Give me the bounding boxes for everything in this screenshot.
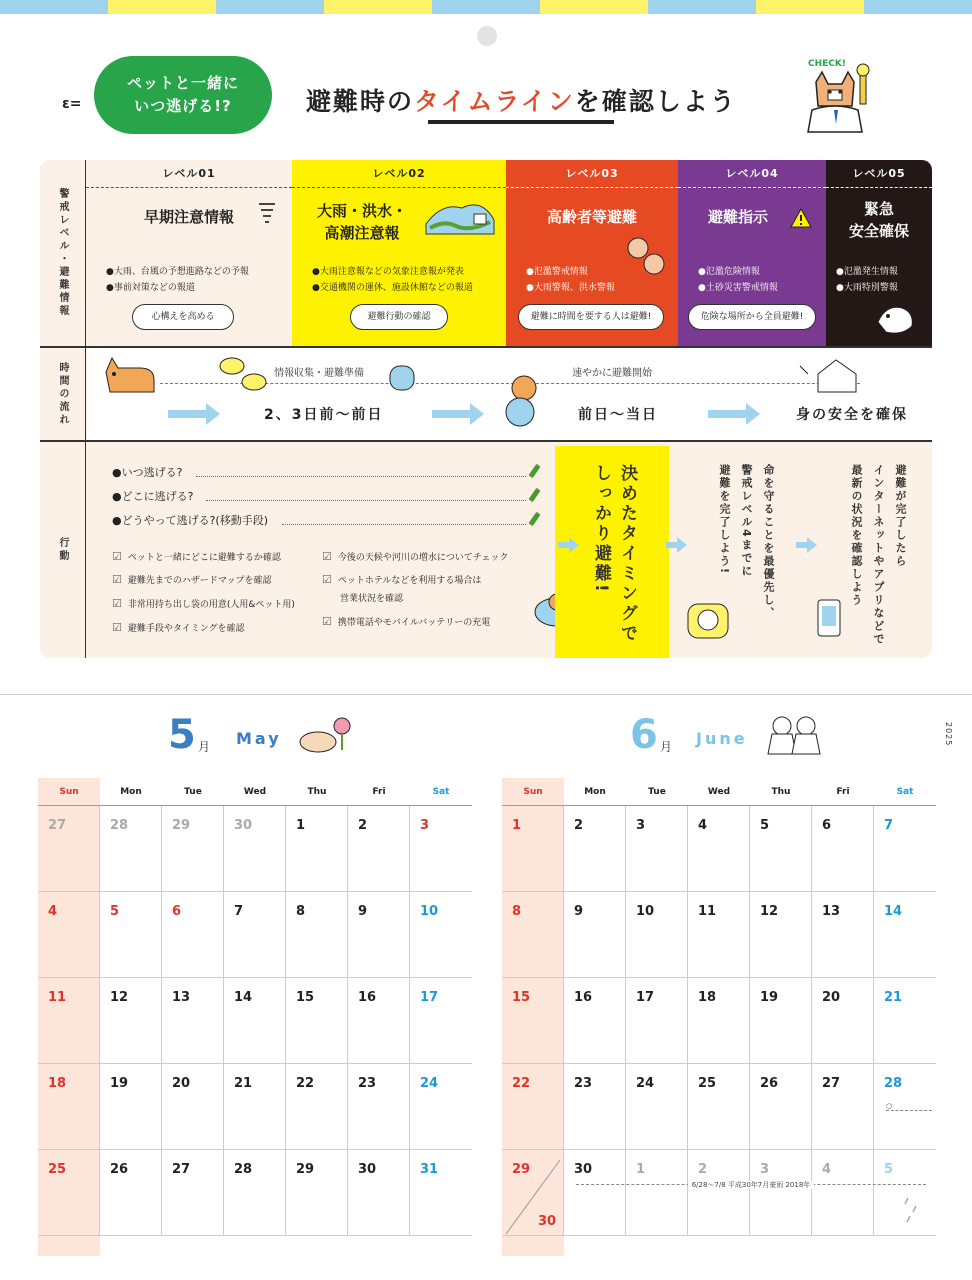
day-cell[interactable] — [812, 1064, 874, 1150]
smartphone-icon — [810, 596, 846, 640]
day-number: 15 — [512, 990, 531, 1005]
day-number: 3 — [420, 818, 430, 833]
title-pre: 避難時の — [306, 87, 415, 116]
timeline-arrow — [708, 410, 748, 418]
level-05-head: レベル05 — [852, 167, 906, 180]
june-kanji: 月 — [660, 740, 673, 754]
day-number: 27 — [172, 1162, 191, 1177]
weekday-sat: Sat — [432, 787, 450, 797]
badge-line-2: いつ逃げる!? — [134, 97, 232, 115]
day-cell[interactable] — [410, 806, 472, 892]
speech-bubbles-icon — [218, 356, 268, 392]
pencil-icon — [528, 488, 540, 502]
day-number: 19 — [110, 1076, 129, 1091]
day-cell[interactable] — [162, 892, 224, 978]
day-cell[interactable] — [224, 1064, 286, 1150]
dog-flower-icon — [296, 712, 356, 756]
teru-teru-bozu-icon — [764, 712, 824, 760]
day-cell[interactable] — [688, 892, 750, 978]
level-02-name — [292, 200, 432, 244]
level-02-column — [292, 160, 506, 346]
timeline-label-a: 情報収集・避難準備 — [274, 368, 364, 379]
day-cell[interactable] — [286, 892, 348, 978]
day-cell[interactable] — [38, 1150, 100, 1236]
day-number: 28 — [234, 1162, 253, 1177]
dog-with-float-icon — [496, 368, 552, 430]
day-cell[interactable] — [162, 1150, 224, 1236]
level-05-bullet: ●大雨特別警報 — [836, 283, 898, 293]
timeline-step-a: 2、3日前〜前日 — [264, 407, 384, 423]
day-number: 10 — [420, 904, 439, 919]
day-number: 2 — [574, 818, 584, 833]
day-cell[interactable] — [502, 892, 564, 978]
level-01-bullet: ●大雨、台風の予想進路などの予報 — [106, 267, 249, 277]
badge-line-1: ペットと一緒に — [126, 74, 239, 92]
day-cell[interactable] — [564, 806, 626, 892]
level-01-head: レベル01 — [162, 167, 216, 180]
day-cell[interactable] — [348, 978, 410, 1064]
page-title — [306, 82, 737, 118]
side-label-levels-text: 警戒レベル・避難情報 — [57, 188, 68, 318]
day-number: 30 — [358, 1162, 377, 1177]
day-cell[interactable] — [626, 978, 688, 1064]
write-line — [196, 476, 526, 477]
middle-text-line1: 命を守ることを最優先し、 — [762, 464, 775, 620]
day-number: 7 — [884, 818, 894, 833]
level-05-name-line1: 緊急 — [863, 200, 894, 218]
weekday-thu: Thu — [771, 787, 791, 797]
rain-event-note — [576, 1181, 926, 1189]
day-cell[interactable] — [100, 892, 162, 978]
day-cell[interactable] — [564, 1150, 626, 1236]
day-number: 22 — [512, 1076, 531, 1091]
day-cell[interactable] — [348, 892, 410, 978]
divider — [86, 187, 292, 188]
side-label-levels — [40, 160, 86, 346]
day-number: 25 — [48, 1162, 67, 1177]
elderly-icon — [624, 234, 668, 282]
flow-arrow — [796, 542, 808, 548]
day-cell[interactable] — [286, 1064, 348, 1150]
day-cell[interactable] — [224, 978, 286, 1064]
check-label: CHECK! — [808, 59, 846, 69]
day-cell[interactable] — [38, 806, 100, 892]
write-line — [206, 500, 526, 501]
day-number: 13 — [822, 904, 841, 919]
weekday-thu: Thu — [307, 787, 327, 797]
middle-text-line2: 警戒レベル4までに — [740, 464, 753, 578]
checklist-item: ☑ 携帯電話やモバイルバッテリーの充電 — [322, 615, 490, 630]
day-cell[interactable] — [874, 978, 936, 1064]
day-cell[interactable] — [564, 978, 626, 1064]
level-04-head: レベル04 — [725, 167, 779, 180]
day-number: 27 — [822, 1076, 841, 1091]
level-03-name: 高齢者等避難 — [546, 208, 637, 226]
day-number: 1 — [296, 818, 306, 833]
weekday-mon: Mon — [584, 787, 606, 797]
day-number: 26 — [760, 1076, 779, 1091]
day-number: 5 — [884, 1162, 894, 1177]
may-name: May — [236, 729, 282, 748]
day-cell[interactable] — [750, 1150, 812, 1236]
day-number: 16 — [574, 990, 593, 1005]
level-02-bullet: ●交通機関の運休、施設休館などの報道 — [312, 283, 473, 293]
day-number: 12 — [110, 990, 129, 1005]
header-badge — [94, 56, 272, 134]
side-label-flow — [40, 348, 86, 440]
weekday-tue: Tue — [184, 787, 202, 797]
day-cell[interactable] — [626, 1064, 688, 1150]
day-cell[interactable] — [286, 806, 348, 892]
day-number: 4 — [48, 904, 58, 919]
may-kanji: 月 — [198, 740, 211, 754]
day-number: 19 — [760, 990, 779, 1005]
day-cell[interactable] — [410, 1150, 472, 1236]
level-03-bullet: ●大雨警報、洪水警報 — [526, 283, 615, 293]
day-number: 7 — [234, 904, 244, 919]
day-number: 29 — [172, 818, 191, 833]
checklist-item: ☑ 避難手段やタイミングを確認 — [112, 621, 245, 636]
level-02-action-pill: 避難行動の確認 — [350, 304, 448, 330]
day-number: 1 — [636, 1162, 646, 1177]
day-number: 6 — [172, 904, 182, 919]
level-04-column — [678, 160, 826, 346]
day-number: 30 — [234, 818, 253, 833]
level-01-column — [86, 160, 292, 346]
checklist-item: ☑ ペットと一緒にどこに避難するか確認 — [112, 550, 281, 565]
weekday-header — [38, 778, 472, 806]
day-number: 1 — [512, 818, 522, 833]
level-02-name-line1: 大雨・洪水・ — [316, 202, 407, 220]
day-cell[interactable] — [626, 892, 688, 978]
title-underline — [428, 120, 614, 124]
day-cell[interactable] — [348, 1150, 410, 1236]
day-number: 21 — [234, 1076, 253, 1091]
weekday-sun: Sun — [523, 787, 543, 797]
day-number: 2 — [358, 818, 368, 833]
sound-mark-icon: ε= — [62, 96, 82, 112]
day-number: 22 — [296, 1076, 315, 1091]
divider — [678, 187, 826, 188]
weekday-sun: Sun — [59, 787, 79, 797]
weekday-wed: Wed — [243, 787, 267, 797]
day-number: 6 — [822, 818, 832, 833]
question-how: ●どうやって逃げる?(移動手段) — [112, 514, 269, 527]
bird-icon — [872, 298, 918, 338]
day-cell[interactable] — [38, 892, 100, 978]
row-divider — [40, 440, 932, 442]
rain-event-note-text: 6/28〜7/8 平成30年7月豪雨 2018年 — [688, 1181, 815, 1189]
divider — [506, 187, 678, 188]
day-cell[interactable] — [162, 978, 224, 1064]
day-number: 21 — [884, 990, 903, 1005]
day-cell[interactable] — [286, 978, 348, 1064]
day-cell[interactable] — [348, 806, 410, 892]
day-cell[interactable] — [688, 806, 750, 892]
day-cell[interactable] — [286, 1150, 348, 1236]
level-02-name-line2: 高潮注意報 — [324, 224, 400, 242]
level-03-column — [506, 160, 678, 346]
question-when: ●いつ逃げる? — [112, 466, 183, 479]
warning-icon — [790, 208, 812, 228]
level-04-action-pill: 危険な場所から全員避難! — [688, 304, 816, 330]
day-cell[interactable] — [224, 892, 286, 978]
day-cell[interactable] — [626, 1150, 688, 1236]
flood-icon — [422, 194, 498, 238]
level-04-name: 避難指示 — [707, 208, 768, 226]
day-number: 2 — [698, 1162, 708, 1177]
day-number: 4 — [698, 818, 708, 833]
day-cell[interactable] — [100, 1150, 162, 1236]
day-cell[interactable] — [162, 1064, 224, 1150]
day-cell[interactable] — [564, 892, 626, 978]
day-number: 23 — [574, 1076, 593, 1091]
day-cell[interactable] — [874, 806, 936, 892]
day-cell[interactable] — [812, 806, 874, 892]
flow-arrow — [558, 542, 570, 548]
raindrops-icon — [902, 1194, 926, 1230]
level-05-column — [826, 160, 932, 346]
weekday-header — [502, 778, 936, 806]
year-label: 2025 — [944, 722, 953, 747]
day-number: 17 — [420, 990, 439, 1005]
level-03-bullet: ●氾濫警戒情報 — [526, 267, 588, 277]
weekday-fri: Fri — [372, 787, 386, 797]
day-cell[interactable] — [688, 1064, 750, 1150]
middle-text-line3: 避難を完了しよう! — [718, 464, 731, 576]
timeline-step-b: 前日〜当日 — [578, 407, 658, 423]
day-number: 25 — [698, 1076, 717, 1091]
question-where: ●どこに逃げる? — [112, 490, 194, 503]
day-number: 5 — [110, 904, 120, 919]
side-label-flow-text: 時間の流れ — [57, 361, 68, 427]
day-cell[interactable] — [348, 1064, 410, 1150]
weekday-wed: Wed — [707, 787, 731, 797]
day-number: 23 — [358, 1076, 377, 1091]
level-05-name-line2: 安全確保 — [848, 222, 909, 240]
split-day-number: 30 — [538, 1214, 557, 1229]
day-cell[interactable] — [688, 978, 750, 1064]
day-cell[interactable] — [410, 978, 472, 1064]
day-number: 11 — [48, 990, 67, 1005]
level-05-name — [826, 198, 932, 242]
day-cell[interactable] — [812, 978, 874, 1064]
day-number: 13 — [172, 990, 191, 1005]
timeline-arrow — [432, 410, 472, 418]
day-cell[interactable] — [224, 1150, 286, 1236]
day-number: 28 — [884, 1076, 903, 1091]
day-number: 24 — [420, 1076, 439, 1091]
day-number: 27 — [48, 818, 67, 833]
day-cell[interactable] — [100, 1064, 162, 1150]
day-cell[interactable] — [750, 892, 812, 978]
pencil-icon — [528, 464, 540, 478]
day-cell[interactable] — [502, 806, 564, 892]
house-icon — [796, 356, 862, 396]
level-04-bullet: ●土砂災害警戒情報 — [698, 283, 778, 293]
right-text-line2: インターネットやアプリなどで — [872, 464, 885, 646]
title-post: を確認しよう — [574, 87, 737, 116]
day-number: 14 — [884, 904, 903, 919]
level-03-action-pill: 避難に時間を要する人は避難! — [518, 304, 664, 330]
day-cell[interactable] — [38, 1064, 100, 1150]
day-cell[interactable] — [410, 892, 472, 978]
day-number: 15 — [296, 990, 315, 1005]
wind-icon — [256, 200, 278, 228]
day-number: 16 — [358, 990, 377, 1005]
day-number: 18 — [48, 1076, 67, 1091]
write-line — [282, 524, 526, 525]
pencil-icon — [528, 512, 540, 526]
level-01-action-pill: 心構えを高める — [132, 304, 234, 330]
timeline-step-c: 身の安全を確保 — [796, 407, 908, 423]
day-number: 26 — [110, 1162, 129, 1177]
day-number: 12 — [760, 904, 779, 919]
weekday-mon: Mon — [120, 787, 142, 797]
day-cell[interactable] — [564, 1064, 626, 1150]
checklist-item: ☑ 今後の天候や河川の増水についてチェック — [322, 550, 508, 565]
day-number: 4 — [822, 1162, 832, 1177]
corgi-icon — [100, 352, 160, 396]
day-number: 8 — [512, 904, 522, 919]
highlight-text-line1: 決めたタイミングで — [617, 464, 637, 644]
hanging-hole — [477, 26, 497, 46]
bag-icon — [386, 360, 422, 394]
day-number: 10 — [636, 904, 655, 919]
day-number: 9 — [358, 904, 368, 919]
day-number: 5 — [760, 818, 770, 833]
day-number: 17 — [636, 990, 655, 1005]
day-cell[interactable] — [688, 1150, 750, 1236]
weekday-tue: Tue — [648, 787, 666, 797]
day-cell[interactable] — [38, 978, 100, 1064]
june-name: June — [696, 729, 748, 748]
level-01-name: 早期注意情報 — [143, 208, 234, 226]
weekday-fri: Fri — [836, 787, 850, 797]
june-number: 6 — [630, 712, 658, 758]
day-number: 18 — [698, 990, 717, 1005]
day-number: 20 — [822, 990, 841, 1005]
day-cell[interactable] — [224, 806, 286, 892]
level-03-head: レベル03 — [565, 167, 619, 180]
day-number: 3 — [636, 818, 646, 833]
day-cell[interactable] — [812, 892, 874, 978]
checklist-item: ☑ 避難先までのハザードマップを確認 — [112, 573, 272, 588]
divider — [292, 187, 506, 188]
timeline-arrow — [168, 410, 208, 418]
day-number: 8 — [296, 904, 306, 919]
day-cell[interactable] — [750, 978, 812, 1064]
level-04-bullet: ●氾濫危険情報 — [698, 267, 760, 277]
day-number: 31 — [420, 1162, 439, 1177]
level-01-bullet: ●事前対策などの報道 — [106, 283, 195, 293]
day-cell[interactable] — [750, 1064, 812, 1150]
right-text-line3: 最新の状況を確認しよう — [850, 464, 863, 607]
highlight-text-line2: しっかり避難! — [591, 464, 611, 595]
day-cell[interactable] — [502, 978, 564, 1064]
may-number: 5 — [168, 712, 196, 758]
day-cell[interactable] — [100, 806, 162, 892]
day-number: 14 — [234, 990, 253, 1005]
day-number: 30 — [574, 1162, 593, 1177]
day-cell[interactable] — [410, 1064, 472, 1150]
checklist-item: ☑ 非常用持ち出し袋の用意(人用&ペット用) — [112, 597, 295, 612]
dot-note: ○ — [886, 1102, 932, 1111]
day-cell[interactable] — [812, 1150, 874, 1236]
timeline-label-b: 速やかに避難開始 — [572, 368, 652, 379]
day-cell[interactable] — [162, 806, 224, 892]
level-02-bullet: ●大雨注意報などの気象注意報が発表 — [312, 267, 464, 277]
level-05-bullet: ●氾濫発生情報 — [836, 267, 898, 277]
right-text-line1: 避難が完了したら — [894, 464, 907, 568]
day-cell[interactable] — [626, 806, 688, 892]
day-number: 28 — [110, 818, 129, 833]
divider — [826, 187, 932, 188]
day-cell[interactable] — [750, 806, 812, 892]
flow-arrow — [666, 542, 678, 548]
day-number: 29 — [296, 1162, 315, 1177]
day-cell[interactable] — [502, 1064, 564, 1150]
check-dog-mascot-icon — [798, 54, 878, 138]
top-stripe — [0, 0, 972, 14]
level-02-head: レベル02 — [372, 167, 426, 180]
side-label-action — [40, 442, 86, 658]
title-accent: タイムライン — [414, 87, 575, 116]
day-number: 24 — [636, 1076, 655, 1091]
day-cell[interactable] — [100, 978, 162, 1064]
day-number: 3 — [760, 1162, 770, 1177]
section-divider — [0, 694, 972, 695]
checklist-item: ☑ ペットホテルなどを利用する場合は — [322, 573, 481, 588]
day-number: 20 — [172, 1076, 191, 1091]
weekday-sat: Sat — [896, 787, 914, 797]
checklist-item-continuation: 営業状況を確認 — [340, 594, 404, 604]
day-number: 11 — [698, 904, 717, 919]
day-cell[interactable] — [874, 892, 936, 978]
timeline-panel — [40, 160, 932, 658]
day-number: 29 — [512, 1162, 531, 1177]
day-number: 9 — [574, 904, 584, 919]
rabbit-carrier-icon — [684, 596, 732, 642]
side-label-action-text: 行動 — [57, 537, 68, 563]
